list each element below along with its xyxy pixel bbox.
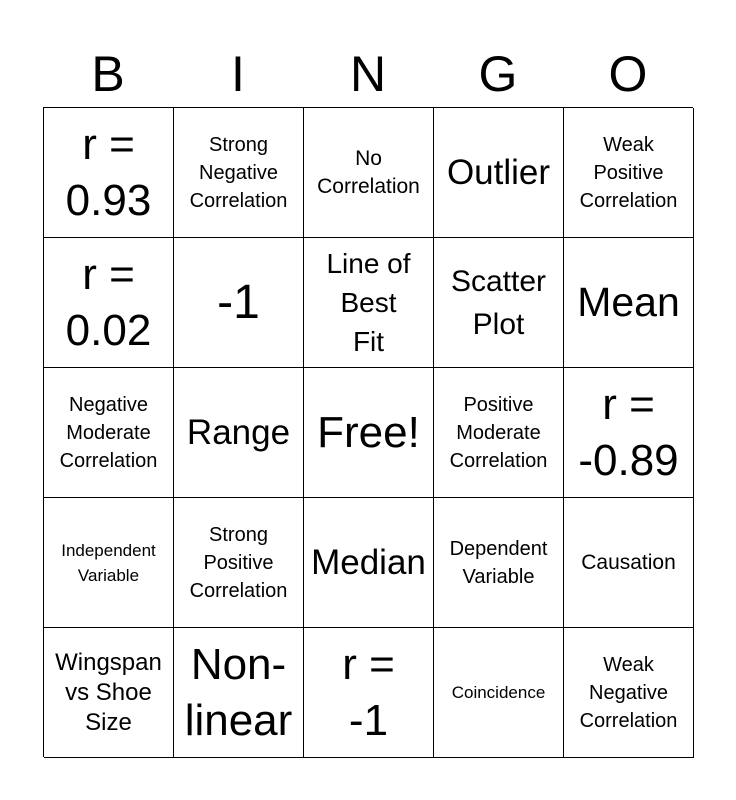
cell-text: Weak Positive Correlation: [579, 133, 678, 212]
bingo-cell-r5c1[interactable]: [44, 628, 174, 758]
cell-text: r = -1: [342, 639, 395, 745]
cell-text: Coincidence: [451, 683, 546, 702]
bingo-cell-r1c4[interactable]: [434, 108, 564, 238]
bingo-cell-r4c4[interactable]: [434, 498, 564, 628]
bingo-cell-r2c2[interactable]: [174, 238, 304, 368]
bingo-cell-r1c3[interactable]: [304, 108, 434, 238]
cell-text: r = 0.02: [65, 249, 152, 355]
bingo-cell-r5c5[interactable]: [564, 628, 694, 758]
bingo-cell-r3c4[interactable]: [434, 368, 564, 498]
cell-text: Median: [311, 542, 426, 582]
bingo-cell-r2c3[interactable]: [304, 238, 434, 368]
bingo-cell-r4c5[interactable]: [564, 498, 694, 628]
bingo-cell-r4c2[interactable]: [174, 498, 304, 628]
cell-text: Range: [186, 412, 291, 452]
cell-text: Strong Negative Correlation: [189, 133, 288, 212]
bingo-cell-r2c1[interactable]: [44, 238, 174, 368]
cell-text: Line of Best Fit: [326, 248, 411, 357]
bingo-cell-r2c4[interactable]: [434, 238, 564, 368]
header-letter-g: G: [478, 46, 518, 102]
cell-text: Causation: [581, 550, 676, 574]
bingo-cell-r5c4[interactable]: [434, 628, 564, 758]
bingo-cell-r4c1[interactable]: [44, 498, 174, 628]
bingo-header: [43, 40, 693, 108]
bingo-cell-r2c5[interactable]: [564, 238, 694, 368]
header-letter-i: I: [231, 46, 245, 102]
bingo-cell-r3c3[interactable]: [304, 368, 434, 498]
cell-text: Wingspan vs Shoe Size: [55, 648, 162, 736]
bingo-cell-r5c2[interactable]: [174, 628, 304, 758]
cell-text: r = -0.89: [578, 379, 679, 485]
bingo-cell-r5c3[interactable]: [304, 628, 434, 758]
cell-text: r = 0.93: [65, 119, 152, 225]
bingo-cell-r1c5[interactable]: [564, 108, 694, 238]
cell-text: Weak Negative Correlation: [579, 653, 678, 732]
cell-text: Negative Moderate Correlation: [59, 393, 158, 472]
cell-text: Independent Variable: [61, 540, 156, 585]
header-letter-n: N: [349, 46, 387, 102]
header-letter-b: B: [91, 46, 125, 102]
header-letter-o: O: [608, 46, 648, 102]
cell-text: Scatter Plot: [450, 264, 547, 341]
bingo-cell-r3c5[interactable]: [564, 368, 694, 498]
cell-text: Mean: [577, 279, 680, 325]
cell-text: Strong Positive Correlation: [189, 523, 288, 602]
cell-text: -1: [217, 275, 260, 329]
cell-text: Outlier: [446, 152, 551, 192]
bingo-card-grid: [43, 107, 693, 757]
bingo-cell-r1c1[interactable]: [44, 108, 174, 238]
bingo-cell-r3c1[interactable]: [44, 368, 174, 498]
bingo-cell-r3c2[interactable]: [174, 368, 304, 498]
bingo-cell-r1c2[interactable]: [174, 108, 304, 238]
cell-text: Positive Moderate Correlation: [449, 393, 548, 472]
bingo-cell-r4c3[interactable]: [304, 498, 434, 628]
cell-text: Dependent Variable: [449, 537, 548, 588]
cell-text: No Correlation: [317, 146, 420, 198]
cell-text: Non- linear: [184, 639, 293, 745]
cell-text: Free!: [317, 407, 420, 457]
